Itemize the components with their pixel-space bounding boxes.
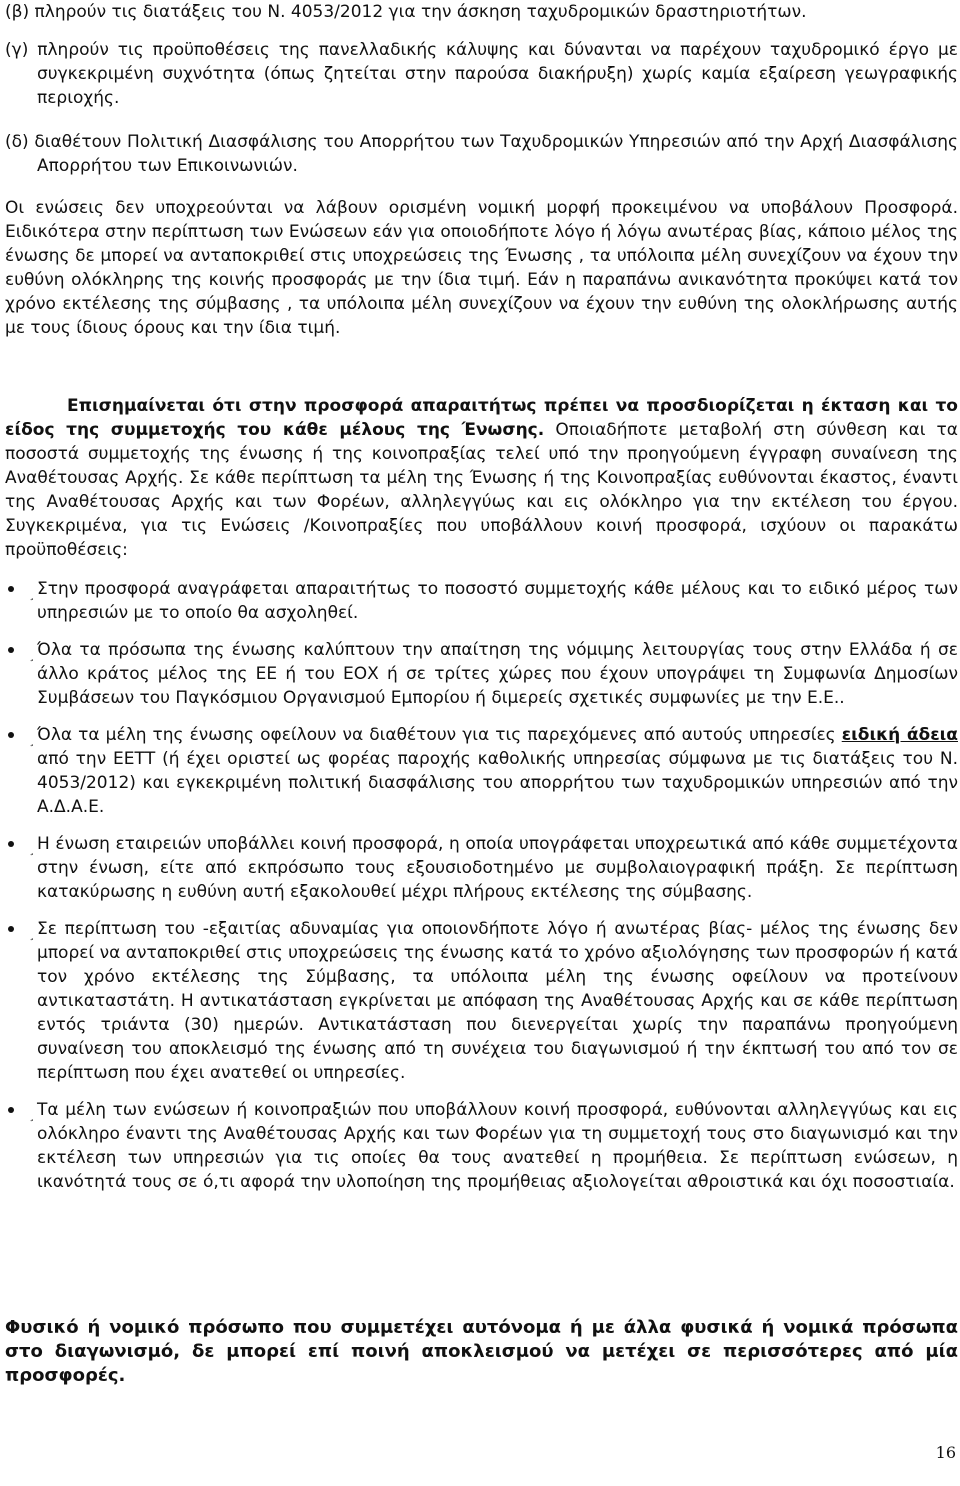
emphasis-bold-text: Επισημαίνεται ότι στην προσφορά απαραιτήτως πρέπει να προσδιορίζεται η έκταση και το είδος της συμμετοχής του κάθε μέλους της Ένωσης. (5, 396, 958, 440)
list-item-text: Στην προσφορά αναγράφεται απαραιτήτως το ποσοστό συμμετοχής κάθε μέλους και το ειδικό μέρος των υπηρεσιών με το οποίο θα ασχοληθεί. (37, 579, 958, 623)
bullet-dot-icon (8, 926, 14, 932)
list-item: ¸ Όλα τα μέλη της ένωσης οφείλουν να διαθέτουν για τις παρεχόμενες από αυτούς υπηρεσίες ειδική άδεια από την ΕΕΤΤ (ή έχει οριστεί ως φορέας παροχής καθολικής υπηρεσίας σύμφωνα με τις διατάξεις του Ν. 4053/2012) και εγκεκριμένη πολιτική διασφάλισης του απορρήτου των ταχυδρομικών υπηρεσιών από την Α.Δ.Α.Ε. (0, 723, 958, 819)
emphasis-rest-text: Οποιαδήποτε μεταβολή στη σύνθεση και τα ποσοστά συμμετοχής της ένωσης ή της κοινοπραξίας τελεί υπό την προηγούμενη έγγραφη συναίνεση της Αναθέτουσας Αρχής. Σε κάθε περίπτωση τα μέλη της Ένωσης ή της Κοινοπραξίας ευθύνονται έκαστος, έναντι της Αναθέτουσας Αρχής και των Φορέων, αλληλεγγύως και εις ολόκληρο για την εκτέλεση του έργου. Συγκεκριμένα, για τις Ενώσεις /Κοινοπραξίες που υποβάλλουν κοινή προσφορά, ισχύουν οι παρακάτω προϋποθέσεις: (5, 420, 958, 560)
list-item-text: Η ένωση εταιρειών υποβάλλει κοινή προσφορά, η οποία υπογράφεται υποχρεωτικά από κάθε συμμετέχοντα στην ένωση, είτε από εκπρόσωπο τους εξουσιοδοτημένο με συμβολαιογραφική πράξη. Σε περίπτωση κατακύρωσης η ευθύνη αυτή εξακολουθεί μέχρι πλήρους εκτέλεσης της σύμβασης. (37, 834, 958, 902)
list-item-text-pre: Όλα τα μέλη της ένωσης οφείλουν να διαθέτουν για τις παρεχόμενες από αυτούς υπηρεσίες (37, 725, 842, 745)
paragraph-d-text: (δ) διαθέτουν Πολιτική Διασφάλισης του Απορρήτου των Ταχυδρομικών Υπηρεσιών από την Αρχή Διασφάλισης Απορρήτου των Επικοινωνιών. (5, 132, 958, 176)
paragraph-d (5, 130, 958, 178)
paragraph-c-text: (γ) πληρούν τις προϋποθέσεις της πανελλαδικής κάλυψης και δύνανται να παρέχουν ταχυδρομικό έργο με συγκεκριμένη συχνότητα (όπως ζητείται στην παρούσα διακήρυξη) χωρίς καμία εξαίρεση γεωγραφικής περιοχής. (5, 40, 958, 108)
paragraph-unions (5, 196, 958, 340)
bullet-dot-icon (8, 1107, 14, 1113)
list-item-text-post: από την ΕΕΤΤ (ή έχει οριστεί ως φορέας παροχής καθολικής υπηρεσίας σύμφωνα με τις διατάξεις του Ν. 4053/2012) και εγκεκριμένη πολιτική διασφάλισης του απορρήτου των ταχυδρομικών υπηρεσιών από την Α.Δ.Α.Ε. (37, 749, 958, 817)
paragraph-b (5, 0, 958, 24)
list-item: ¸ Όλα τα πρόσωπα της ένωσης καλύπτουν την απαίτηση της νόμιμης λειτουργίας τους στην Ελλάδα ή σε άλλο κράτος μέλος της ΕΕ ή του ΕΟΧ ή σε τρίτες χώρες που έχουν υπογράψει τη Συμφωνία Δημοσίων Συμβάσεων του Παγκόσμιου Οργανισμού Εμπορίου ή διμερείς σχετικές συμφωνίες με την Ε.Ε.. (0, 638, 958, 710)
list-item-text: Όλα τα πρόσωπα της ένωσης καλύπτουν την απαίτηση της νόμιμης λειτουργίας τους στην Ελλάδα ή σε άλλο κράτος μέλος της ΕΕ ή του ΕΟΧ ή σε τρίτες χώρες που έχουν υπογράψει τη Συμφωνία Δημοσίων Συμβάσεων του Παγκόσμιου Οργανισμού Εμπορίου ή διμερείς σχετικές συμφωνίες με την Ε.Ε.. (37, 640, 958, 708)
list-item: ¸ Σε περίπτωση του -εξαιτίας αδυναμίας για οποιονδήποτε λόγο ή ανωτέρας βίας- μέλος της ένωσης δεν μπορεί να ανταποκριθεί στις υποχρεώσεις της ένωσης κατά το χρόνο αξιολόγησης των προσφορών ή κατά τον χρόνο εκτέλεσης της Σύμβασης, τα υπόλοιπα μέλη της ένωσης οφείλουν να προτείνουν αντικαταστάτη. Η αντικατάσταση εγκρίνεται με απόφαση της Αναθέτουσας Αρχής και σε κάθε περίπτωση εντός τριάντα (30) ημερών. Αντικατάσταση που διενεργείται χωρίς την παραπάνω προηγούμενη συναίνεση του αποκλεισμό της ένωσης από τη συνέχεια του διαγωνισμού ή την έκπτωσή του από τον σε περίπτωση που έχει ανατεθεί οι υπηρεσίες. (0, 917, 958, 1085)
bullet-dot-icon (8, 841, 14, 847)
list-item: ¸ Η ένωση εταιρειών υποβάλλει κοινή προσφορά, η οποία υπογράφεται υποχρεωτικά από κάθε συμμετέχοντα στην ένωση, είτε από εκπρόσωπο τους εξουσιοδοτημένο με συμβολαιογραφική πράξη. Σε περίπτωση κατακύρωσης η ευθύνη αυτή εξακολουθεί μέχρι πλήρους εκτέλεσης της σύμβασης. (0, 832, 958, 904)
list-item: ¸ Στην προσφορά αναγράφεται απαραιτήτως το ποσοστό συμμετοχής κάθε μέλους και το ειδικό μέρος των υπηρεσιών με το οποίο θα ασχοληθεί. (0, 577, 958, 625)
paragraph-c (5, 38, 958, 110)
page-number: 16 (935, 1443, 956, 1462)
list-item-text: Σε περίπτωση του -εξαιτίας αδυναμίας για οποιονδήποτε λόγο ή ανωτέρας βίας- μέλος της ένωσης δεν μπορεί να ανταποκριθεί στις υποχρεώσεις της ένωσης κατά το χρόνο αξιολόγησης των προσφορών ή κατά τον χρόνο εκτέλεσης της Σύμβασης, τα υπόλοιπα μέλη της ένωσης οφείλουν να προτείνουν αντικαταστάτη. Η αντικατάσταση εγκρίνεται με απόφαση της Αναθέτουσας Αρχής και σε κάθε περίπτωση εντός τριάντα (30) ημερών. Αντικατάσταση που διενεργείται χωρίς την παραπάνω προηγούμενη συναίνεση του αποκλεισμό της ένωσης από τη συνέχεια του διαγωνισμού ή την έκπτωσή του από τον σε περίπτωση που έχει ανατεθεί οι υπηρεσίες. (37, 919, 958, 1083)
special-license-text: ειδική άδεια (841, 725, 958, 745)
list-item: ¸ Τα μέλη των ενώσεων ή κοινοπραξιών που υποβάλλουν κοινή προσφορά, ευθύνονται αλληλεγγύως και εις ολόκληρο έναντι της Αναθέτουσας Αρχής και των Φορέων για τη συμμετοχή τους στο διαγωνισμό και την εκτέλεση των υπηρεσιών για τις οποίες θα τους ανατεθεί η προμήθεια. Σε περίπτωση ενώσεων, η ικανότητά τους σε ό,τι αφορά την υλοποίηση της προμήθειας αξιολογείται αθροιστικά και όχι ποσοστιαία. (0, 1098, 958, 1194)
bullet-dot-icon (8, 586, 14, 592)
paragraph-emphasis-text (5, 394, 958, 562)
bullet-dot-icon (8, 647, 14, 653)
final-note-text: Φυσικό ή νομικό πρόσωπο που συμμετέχει αυτόνομα ή με άλλα φυσικά ή νομικά πρόσωπα στο διαγωνισμό, δε μπορεί επί ποινή αποκλεισμού να μετέχει σε περισσότερες από μία προσφορές. (5, 1317, 958, 1386)
final-note (5, 1316, 958, 1388)
list-item-text: Τα μέλη των ενώσεων ή κοινοπραξιών που υποβάλλουν κοινή προσφορά, ευθύνονται αλληλεγγύως και εις ολόκληρο έναντι της Αναθέτουσας Αρχής και των Φορέων για τη συμμετοχή τους στο διαγωνισμό και την εκτέλεση των υπηρεσιών για τις οποίες θα τους ανατεθεί η προμήθεια. Σε περίπτωση ενώσεων, η ικανότητά τους σε ό,τι αφορά την υλοποίηση της προμήθειας αξιολογείται αθροιστικά και όχι ποσοστιαία. (37, 1100, 958, 1192)
paragraph-unions-text: Οι ενώσεις δεν υποχρεούνται να λάβουν ορισμένη νομική μορφή προκειμένου να υποβάλουν Προσφορά. Ειδικότερα στην περίπτωση των Ενώσεων εάν για οποιοδήποτε λόγο ή λόγω ανωτέρας βίας, κάποιο μέλος της ένωσης δε μπορεί να ανταποκριθεί στις υποχρεώσεις της Ένωσης , τα υπόλοιπα μέλη συνεχίζουν να έχουν την ευθύνη ολόκληρης της κοινής προσφοράς με την ίδια τιμή. Εάν η παραπάνω ανικανότητα προκύψει κατά τον χρόνο εκτέλεσης της σύμβασης , τα υπόλοιπα μέλη συνεχίζουν να έχουν την ευθύνη της ολοκλήρωσης αυτής με τους ίδιους όρους και την ίδια τιμή. (5, 198, 958, 338)
conditions-list (0, 577, 958, 1194)
paragraph-b-text: (β) πληρούν τις διατάξεις του Ν. 4053/2012 για την άσκηση ταχυδρομικών δραστηριοτήτων. (5, 2, 807, 22)
paragraph-emphasis (5, 394, 958, 562)
bullet-dot-icon (8, 732, 14, 738)
